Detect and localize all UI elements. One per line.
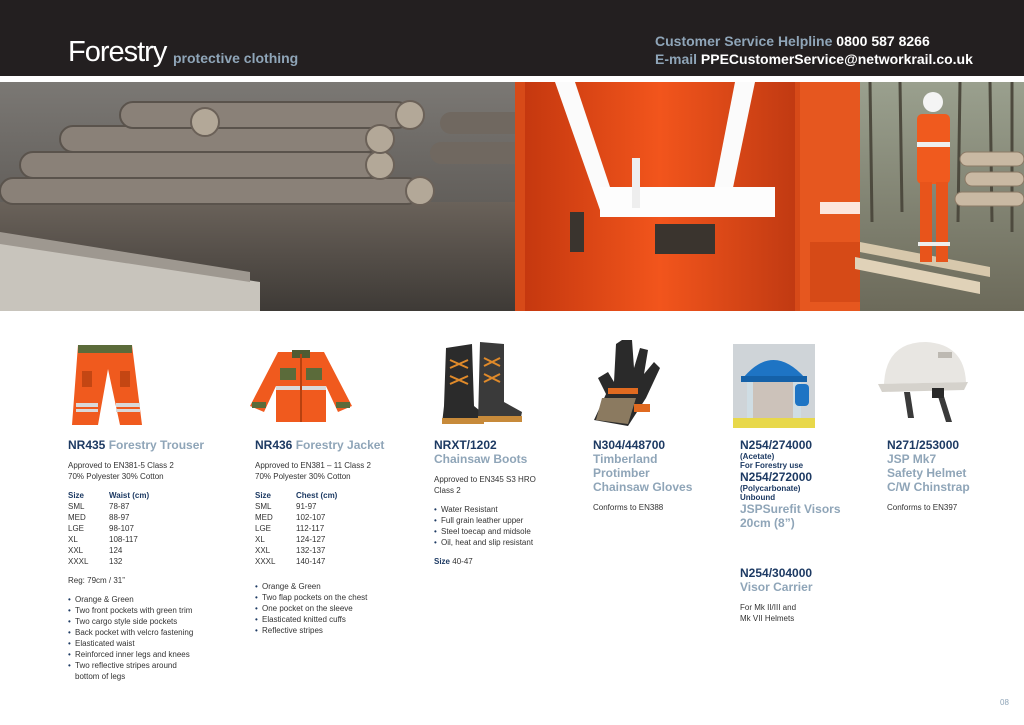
feature-list — [68, 594, 238, 682]
conformity-line: Conforms to EN388 — [593, 503, 664, 512]
header-divider — [0, 76, 1024, 80]
size-row — [255, 534, 337, 545]
size-table — [68, 490, 149, 567]
size-label: XXL — [255, 546, 271, 555]
product-variant: (Acetate) — [740, 452, 775, 461]
size-row — [68, 512, 149, 523]
feature-list — [255, 581, 425, 636]
helpline-label: Customer Service Helpline — [655, 33, 833, 49]
page-subtitle: protective clothing — [173, 50, 299, 66]
product-code: N254/272000 — [740, 470, 813, 484]
feature-item: • One pocket on the sleeve — [255, 603, 425, 614]
product-chainsaw-boots — [434, 438, 584, 567]
email-address: PPECustomerService@networkrail.co.uk — [700, 51, 973, 67]
approval-line: Class 2 — [434, 486, 461, 495]
product-name-line: Timberland — [593, 452, 658, 466]
size-row — [255, 512, 337, 523]
forestry-trouser-image — [66, 343, 146, 428]
product-name-line: JSP Mk7 — [887, 452, 937, 466]
size-label: SML — [255, 502, 272, 511]
product-name-line: JSPSurefit Visors — [740, 502, 841, 516]
visor-carrier-code: N254/304000 — [740, 566, 813, 580]
email-label: E-mail — [655, 51, 698, 67]
product-code: N304/448700 — [593, 438, 666, 452]
waist-header: Waist (cm) — [109, 491, 150, 500]
product-variant: (Polycarbonate) — [740, 484, 801, 493]
safety-helmet-image — [876, 338, 970, 428]
chainsaw-gloves-image — [588, 338, 662, 428]
size-value: 40-47 — [452, 557, 473, 566]
page-title: Forestry — [68, 36, 167, 68]
size-label: SML — [68, 502, 85, 511]
size-label: XXXL — [255, 557, 276, 566]
size-value: 124 — [109, 546, 123, 555]
compatibility-line: Mk VII Helmets — [740, 614, 795, 623]
size-value: 132 — [109, 557, 123, 566]
material-line: 70% Polyester 30% Cotton — [255, 472, 351, 481]
product-code: NR435 — [68, 438, 106, 452]
size-value: 112-117 — [296, 524, 325, 533]
product-code: NRXT/1202 — [434, 438, 497, 452]
size-value: 78-87 — [109, 502, 130, 511]
size-value: 88-97 — [109, 513, 130, 522]
chest-header: Chest (cm) — [296, 491, 338, 500]
product-code: N271/253000 — [887, 438, 960, 452]
page-number: 08 — [1000, 698, 1009, 707]
product-chainsaw-gloves — [593, 438, 723, 513]
helpline-number: 0800 587 8266 — [836, 33, 930, 49]
product-name: Chainsaw Boots — [434, 452, 528, 466]
approval-line: Approved to EN381-5 Class 2 — [68, 461, 174, 470]
product-name-line: 20cm (8”) — [740, 516, 795, 530]
banner-illustration — [0, 82, 1024, 311]
size-label: XXXL — [68, 557, 89, 566]
feature-item: • Two reflective stripes around bottom of legs — [68, 660, 193, 682]
size-header: Size — [68, 491, 85, 500]
visor-carrier-name: Visor Carrier — [740, 580, 813, 594]
approval-line: Approved to EN381 – 11 Class 2 — [255, 461, 371, 470]
email-row — [655, 50, 973, 68]
product-name: Forestry Jacket — [295, 438, 385, 452]
size-value: 132-137 — [296, 546, 326, 555]
product-name-line: Chainsaw Gloves — [593, 480, 693, 494]
size-value: 98-107 — [109, 524, 134, 533]
size-row — [68, 501, 149, 512]
size-label: XL — [68, 535, 78, 544]
size-row — [68, 523, 149, 534]
size-row — [255, 545, 337, 556]
product-code: NR436 — [255, 438, 293, 452]
visor-helmet-image — [733, 344, 815, 428]
size-label: XL — [255, 535, 265, 544]
size-range — [434, 556, 584, 567]
compatibility-line: For Mk II/III and — [740, 603, 797, 612]
size-table — [255, 490, 337, 567]
size-value: 140-147 — [296, 557, 326, 566]
product-variant-binding: Unbound — [740, 493, 776, 502]
feature-item: • Elasticated knitted cuffs — [255, 614, 425, 625]
chainsaw-boots-image — [438, 340, 526, 428]
size-label: MED — [255, 513, 273, 522]
product-heading — [68, 438, 238, 452]
feature-item: • Two cargo style side pockets — [68, 616, 238, 627]
size-label: MED — [68, 513, 86, 522]
feature-item: • Full grain leather upper — [434, 515, 584, 526]
product-code: N254/274000 — [740, 438, 813, 452]
size-row — [68, 545, 149, 556]
product-safety-helmet — [887, 438, 1017, 513]
feature-item: • Orange & Green — [68, 594, 238, 605]
reg-length: Reg: 79cm / 31” — [68, 576, 125, 585]
feature-item: • Reflective stripes — [255, 625, 425, 636]
product-name-line: Safety Helmet — [887, 466, 967, 480]
banner-photo — [0, 82, 1024, 311]
size-value: 102-107 — [296, 513, 326, 522]
helpline-row — [655, 32, 973, 50]
feature-list — [434, 504, 584, 548]
feature-item: • Oil, heat and slip resistant — [434, 537, 584, 548]
size-value: 124-127 — [296, 535, 326, 544]
feature-item: • Two front pockets with green trim — [68, 605, 238, 616]
feature-item: • Elasticated waist — [68, 638, 238, 649]
size-row — [68, 534, 149, 545]
material-line: 70% Polyester 30% Cotton — [68, 472, 164, 481]
conformity-line: Conforms to EN397 — [887, 503, 958, 512]
size-label: LGE — [68, 524, 85, 533]
approval-line: Approved to EN345 S3 HRO — [434, 475, 536, 484]
product-visors — [740, 438, 880, 624]
size-row — [68, 556, 149, 567]
size-label: XXL — [68, 546, 84, 555]
size-header: Size — [255, 491, 272, 500]
product-heading — [255, 438, 425, 452]
product-name-line: C/W Chinstrap — [887, 480, 970, 494]
size-label: LGE — [255, 524, 272, 533]
forestry-jacket-image — [248, 346, 354, 426]
product-variant-use: For Forestry use — [740, 461, 804, 470]
product-name-line: Protimber — [593, 466, 650, 480]
product-name: Forestry Trouser — [108, 438, 205, 452]
product-forestry-trouser — [68, 438, 238, 682]
size-row — [255, 501, 337, 512]
size-label: Size — [434, 557, 451, 566]
feature-item: • Steel toecap and midsole — [434, 526, 584, 537]
size-value: 108-117 — [109, 535, 138, 544]
size-row — [255, 556, 337, 567]
feature-item: • Orange & Green — [255, 581, 425, 592]
feature-item: • Reinforced inner legs and knees — [68, 649, 238, 660]
size-value: 91-97 — [296, 502, 317, 511]
size-row — [255, 523, 337, 534]
product-forestry-jacket — [255, 438, 425, 636]
feature-item: • Two flap pockets on the chest — [255, 592, 425, 603]
feature-item: • Back pocket with velcro fastening — [68, 627, 238, 638]
feature-item: • Water Resistant — [434, 504, 584, 515]
contact-block — [655, 32, 973, 68]
